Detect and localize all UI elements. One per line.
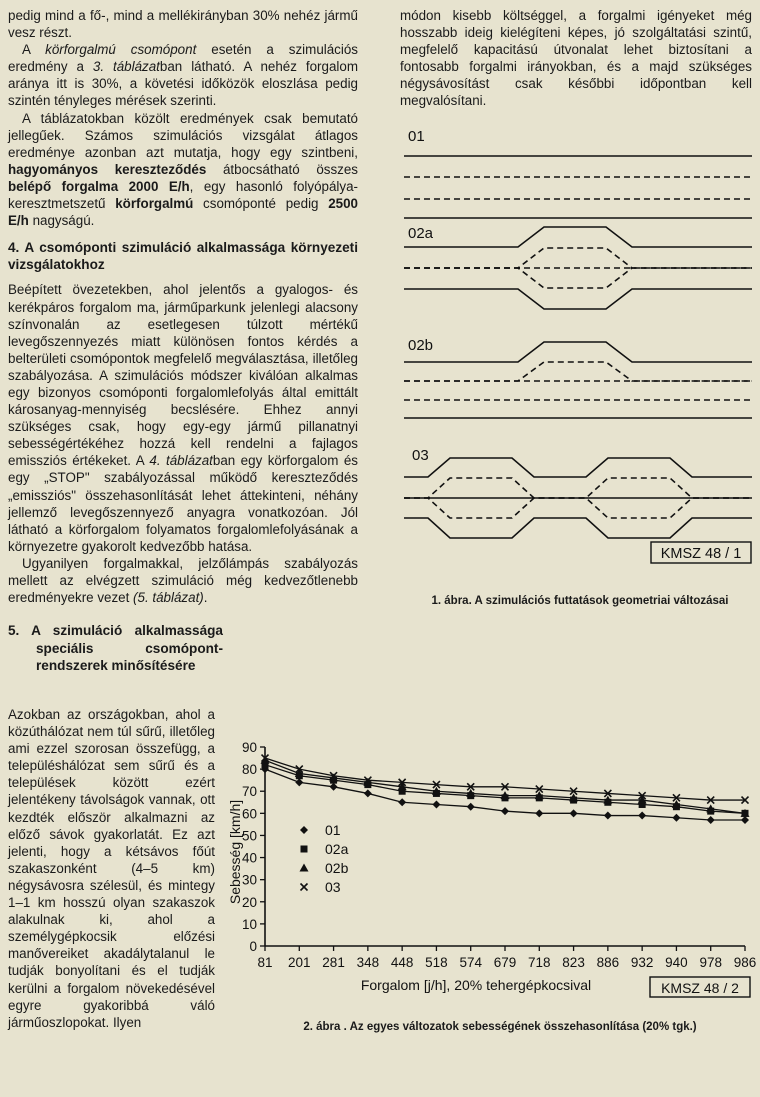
data-point-02a bbox=[262, 761, 269, 768]
x-tick-label: 823 bbox=[562, 955, 585, 970]
data-point-03 bbox=[570, 788, 577, 795]
data-point-02b bbox=[535, 791, 544, 799]
series-03 bbox=[262, 755, 749, 804]
series-line-02a bbox=[265, 765, 745, 814]
x-tick-label: 281 bbox=[322, 955, 345, 970]
data-point-02a bbox=[742, 810, 749, 817]
series-line-02b bbox=[265, 760, 745, 813]
data-point-01 bbox=[261, 765, 269, 773]
data-point-01 bbox=[707, 816, 715, 824]
data-point-01 bbox=[604, 812, 612, 820]
data-point-03 bbox=[433, 781, 440, 788]
series-line-01 bbox=[265, 769, 745, 820]
data-point-02b bbox=[466, 789, 475, 797]
data-point-01 bbox=[467, 803, 475, 811]
legend-label-02a: 02a bbox=[325, 841, 349, 857]
data-point-02a bbox=[707, 808, 714, 815]
section-heading-4: 4. A csomóponti szimuláció alkalmassága környezeti vizsgálatokhoz bbox=[8, 240, 358, 273]
data-point-03 bbox=[296, 766, 303, 773]
y-tick-label: 90 bbox=[241, 740, 257, 755]
y-tick-label: 20 bbox=[241, 894, 257, 910]
figure-2-stamp: KMSZ 48 / 2 bbox=[661, 980, 739, 996]
series-01 bbox=[261, 765, 749, 824]
data-point-03 bbox=[604, 790, 611, 797]
variant-02a-road bbox=[404, 227, 752, 309]
data-point-02a bbox=[639, 801, 646, 808]
x-tick-label: 448 bbox=[390, 955, 414, 970]
data-point-02b bbox=[329, 773, 338, 781]
variant-label-02b: 02b bbox=[408, 337, 434, 354]
y-tick-label: 50 bbox=[241, 828, 257, 844]
data-point-03 bbox=[330, 772, 337, 779]
data-point-02a bbox=[330, 777, 337, 784]
data-point-03 bbox=[707, 797, 714, 804]
paragraph-environment: Beépített övezetekben, ahol jelentős a gyalogos- és kerékpáros forgalom ma, járműparkunk jelenlegi alacsony színvonalán az esetlegesen túlzott mértékű levegőszennyezés miatt különösen fontos kérdés a belterületi csomópontok megfelelő megválasztása, illetőleg szabályozása. A szimulációs módszer kiválóan alkalmas egy bizonyos csomóponti forgalomlefolyás által emittált károsanyag-mennyiség becslésére. Ehhez annyi szükséges csak, hogy egy-egy jármű pillanatnyi sebességértékéhez hozzá kell rendelni a fajlagos emissziós értékeket. A 4. táblázatban egy körforgalom és egy „STOP" szabályozással működő kereszteződés „emissziós" összehasonlítását lehet áttekinteni, néhány jellemző levegőszennyező anyagra vonatkozóan. Jól látható a körforgalom folyamatos forgalomlefolyásának a környezetre gyakorolt kedvezőbb hatása. bbox=[8, 282, 358, 554]
paragraph-results: A táblázatokban közölt eredmények csak bemutató jellegűek. Számos szimulációs vizsgálat átlagos eredménye azonban azt mutatja, hogy egy szintbeni, hagyományos kereszteződés átbocsátható összes belépő forgalma 2000 E/h, egy hasonló folyópálya-keresztmetszetű körforgalmú csomóponté pedig 2500 E/h nagyságú. bbox=[8, 110, 359, 229]
data-point-02a bbox=[536, 794, 543, 801]
y-tick-label: 70 bbox=[241, 784, 257, 800]
data-point-02b bbox=[706, 804, 715, 812]
data-point-03 bbox=[639, 792, 646, 799]
paragraph-roundabout: A körforgalmú csomópont esetén a szimulációs eredmény a 3. táblázatban látható. A nehéz forgalom aránya itt is 30%, a követési időközök eloszlása pedig szintén tényleges mérések szerinti. bbox=[8, 42, 358, 109]
data-point-03 bbox=[502, 783, 509, 790]
paragraph-passing-lanes: Azokban az országokban, ahol a közúthálózat nem túl sűrű, illetőleg ami ezzel szorosan összefügg, a településhálózat sem sűrű és a települések között ezért jelentékeny távolságok vannak, ott kezdték először alkalmazni az előző sávok gyakorlatát. Ez azt jelenti, hogy a kétsávos főút szakaszonként (4–5 km) négysávosra szélesül, és mintegy 1–1 km hosszú olyan szakaszok alakulnak ki, ahol a személygépkocsik előzési manővereiket akadálytalanul le tudják bonyolítani és el tudják kerülni a forgalom növekedésével egyre gyakoribbá váló járműoszlopokat. Ilyen bbox=[8, 707, 215, 1030]
left-column-top bbox=[8, 7, 358, 606]
section-heading-5-block bbox=[8, 622, 223, 675]
data-point-03 bbox=[673, 794, 680, 801]
data-point-01 bbox=[432, 800, 440, 808]
legend-marker-02b bbox=[300, 864, 309, 872]
data-point-03 bbox=[364, 777, 371, 784]
data-point-01 bbox=[741, 816, 749, 824]
figure-2-caption: 2. ábra . Az egyes változatok sebességének összehasonlítása (20% tgk.) bbox=[303, 1021, 697, 1033]
variant-02b-road bbox=[404, 342, 752, 418]
x-tick-label: 718 bbox=[528, 955, 551, 970]
paragraph: módon kisebb költséggel, a forgalmi igényeket még hosszabb ideig kielégíteni képes, jó szolgáltatási szintű, megfelelő kapacitású útvonalat lehet biztosítani a fontosabb forgalmi irányokban, és a majd szükséges négysávosítást csak későbbi időpontban kell megvalósítani. bbox=[400, 8, 752, 109]
paragraph-traffic-lights: Ugyanilyen forgalmakkal, jelzőlámpás szabályozás mellett az elvégzett szimuláció még kedvezőtlenebb eredményekre vezet (5. táblázat). bbox=[8, 555, 358, 606]
data-point-01 bbox=[570, 809, 578, 817]
x-tick-label: 978 bbox=[699, 955, 722, 970]
data-point-02b bbox=[569, 793, 578, 801]
data-point-03 bbox=[536, 786, 543, 793]
y-tick-label: 10 bbox=[241, 916, 257, 932]
x-tick-label: 81 bbox=[257, 955, 273, 970]
data-point-02a bbox=[604, 799, 611, 806]
data-point-02a bbox=[502, 794, 509, 801]
data-point-03 bbox=[467, 783, 474, 790]
data-point-01 bbox=[295, 778, 303, 786]
x-tick-label: 201 bbox=[288, 955, 311, 970]
figure-2-stamp-box bbox=[650, 977, 750, 997]
legend-label-03: 03 bbox=[325, 879, 341, 895]
variant-label-03: 03 bbox=[412, 447, 429, 464]
variant-01-road bbox=[404, 156, 752, 218]
series-line-03 bbox=[265, 758, 745, 800]
x-tick-label: 886 bbox=[596, 955, 620, 970]
data-point-01 bbox=[672, 814, 680, 822]
series-02a bbox=[262, 761, 749, 817]
legend-label-02b: 02b bbox=[325, 860, 349, 876]
data-point-02b bbox=[363, 778, 372, 786]
data-point-02a bbox=[570, 797, 577, 804]
variant-label-02a: 02a bbox=[408, 225, 434, 242]
data-point-02b bbox=[603, 796, 612, 804]
left-column-bottom bbox=[8, 706, 215, 1031]
data-point-02a bbox=[673, 803, 680, 810]
data-point-01 bbox=[535, 809, 543, 817]
x-tick-label: 986 bbox=[733, 955, 757, 970]
series-02b bbox=[261, 756, 750, 817]
figure-1-stamp: KMSZ 48 / 1 bbox=[660, 546, 742, 562]
y-tick-label: 80 bbox=[241, 762, 257, 778]
variant-label-01: 01 bbox=[408, 128, 425, 145]
legend-marker-01 bbox=[300, 826, 308, 834]
legend-label-01: 01 bbox=[325, 822, 341, 838]
x-tick-label: 518 bbox=[425, 955, 448, 970]
data-point-03 bbox=[262, 755, 269, 762]
y-axis-label: Sebesség [km/h] bbox=[227, 799, 243, 905]
data-point-02a bbox=[364, 781, 371, 788]
y-tick-label: 30 bbox=[241, 872, 257, 888]
data-point-02a bbox=[433, 790, 440, 797]
x-tick-label: 348 bbox=[356, 955, 380, 970]
data-point-02a bbox=[467, 792, 474, 799]
data-point-01 bbox=[330, 783, 338, 791]
x-axis-label: Forgalom [j/h], 20% tehergépkocsival bbox=[360, 977, 592, 993]
x-tick-label: 574 bbox=[459, 955, 482, 970]
data-point-02b bbox=[741, 809, 750, 817]
data-point-02b bbox=[261, 756, 270, 764]
legend-marker-02a bbox=[301, 846, 308, 853]
data-point-03 bbox=[399, 779, 406, 786]
y-tick-label: 60 bbox=[241, 806, 257, 822]
y-tick-label: 40 bbox=[241, 850, 257, 866]
data-point-01 bbox=[638, 812, 646, 820]
legend-marker-03 bbox=[301, 884, 308, 891]
x-tick-label: 940 bbox=[665, 955, 688, 970]
data-point-01 bbox=[398, 798, 406, 806]
figure-1-stamp-box bbox=[651, 542, 751, 563]
data-point-01 bbox=[364, 789, 372, 797]
data-point-03 bbox=[742, 797, 749, 804]
data-point-02b bbox=[672, 800, 681, 808]
figure-1-caption: 1. ábra. A szimulációs futtatások geometriai változásai bbox=[431, 595, 729, 607]
section-heading-5: 5. A szimuláció alkalmassága speciális csomópont-rendszerek minősítésére bbox=[8, 623, 223, 673]
data-point-02b bbox=[295, 769, 304, 777]
variant-03-road bbox=[404, 458, 752, 538]
right-column-top bbox=[400, 7, 752, 110]
data-point-02a bbox=[296, 772, 303, 779]
data-point-02b bbox=[432, 787, 441, 795]
x-tick-label: 932 bbox=[630, 955, 654, 970]
data-point-02a bbox=[399, 788, 406, 795]
data-point-02b bbox=[501, 791, 510, 799]
paragraph: pedig mind a fő-, mind a mellékirányban 30% nehéz jármű vesz részt. bbox=[8, 8, 358, 41]
data-point-01 bbox=[501, 807, 509, 815]
data-point-02b bbox=[638, 796, 647, 804]
data-point-02b bbox=[398, 782, 407, 790]
y-tick-label: 0 bbox=[249, 939, 257, 954]
x-tick-label: 679 bbox=[493, 955, 517, 970]
